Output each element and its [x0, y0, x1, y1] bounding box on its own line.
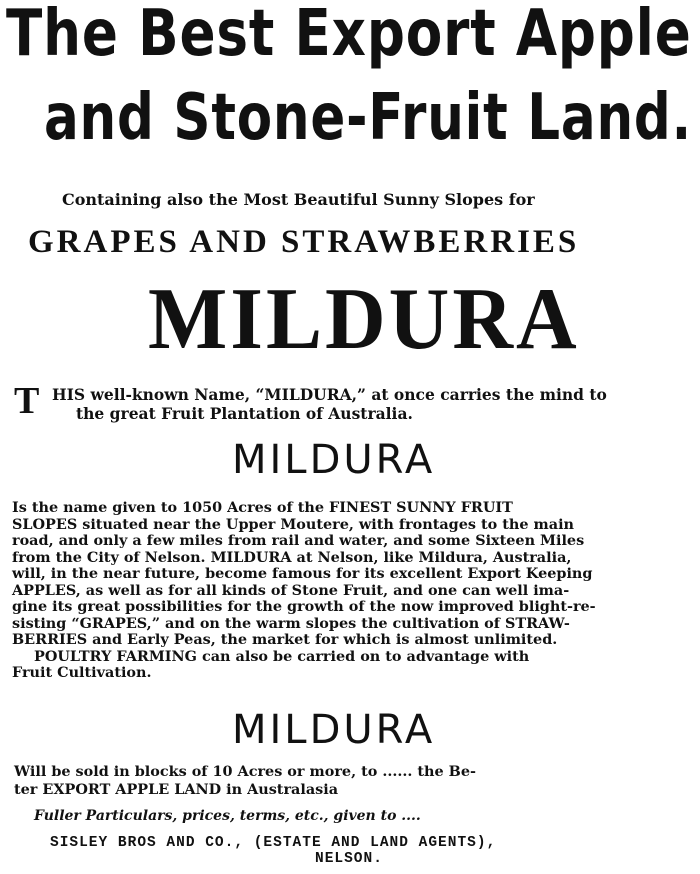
description-line: will, in the near future, become famous for its excellent Export Keeping — [12, 565, 593, 582]
sale-notice — [14, 763, 476, 799]
name-repeat-1: MILDURA — [232, 437, 436, 483]
name-repeat-2: MILDURA — [232, 707, 436, 753]
description-line: gine its great possibilities for the growth of the now improved blight-re- — [12, 598, 596, 615]
description-line: Fruit Cultivation. — [12, 664, 152, 681]
description-line: from the City of Nelson. MILDURA at Nelson, like Mildura, Australia, — [12, 548, 572, 566]
description-line: road, and only a few miles from rail and water, and some Sixteen Miles — [12, 532, 585, 549]
subheading: Containing also the Most Beautiful Sunny Slopes for — [62, 190, 535, 209]
crop-heading: GRAPES AND STRAWBERRIES — [28, 224, 580, 260]
intro-drop-cap: T — [14, 380, 40, 422]
description-line: SLOPES situated near the Upper Moutere, with frontages to the main — [12, 515, 575, 533]
description-line: APPLES, as well as for all kinds of Stone Fruit, and one can well ima- — [12, 581, 570, 599]
description-line: POULTRY FARMING can also be carried on to advantage with — [34, 647, 530, 665]
headline-line-1: The Best Export Apple — [6, 0, 692, 71]
description-line: BERRIES and Early Peas, the market for which is almost unlimited. — [12, 631, 558, 648]
description-paragraph — [12, 500, 596, 682]
agent-line-2: NELSON. — [315, 851, 383, 867]
intro-line-2: the great Fruit Plantation of Australia. — [76, 404, 413, 423]
description-line: Is the name given to 1050 Acres of the FINEST SUNNY FRUIT — [12, 499, 513, 516]
fuller-particulars: Fuller Particulars, prices, terms, etc., given to .... — [34, 808, 421, 824]
intro-line-1: HIS well-known Name, “MILDURA,” at once carries the mind to — [52, 385, 607, 404]
agent-line-1: SISLEY BROS AND CO., (ESTATE AND LAND AGENTS), — [50, 835, 497, 851]
sale-line: Will be sold in blocks of 10 Acres or more, to ...... the Be- — [14, 763, 476, 780]
headline-line-2: and Stone-Fruit Land. — [44, 81, 692, 155]
name-title: MILDURA — [148, 270, 580, 368]
description-line: sisting “GRAPES,” and on the warm slopes the cultivation of STRAW- — [12, 614, 570, 632]
sale-line: ter EXPORT APPLE LAND in Australasia — [14, 781, 339, 798]
